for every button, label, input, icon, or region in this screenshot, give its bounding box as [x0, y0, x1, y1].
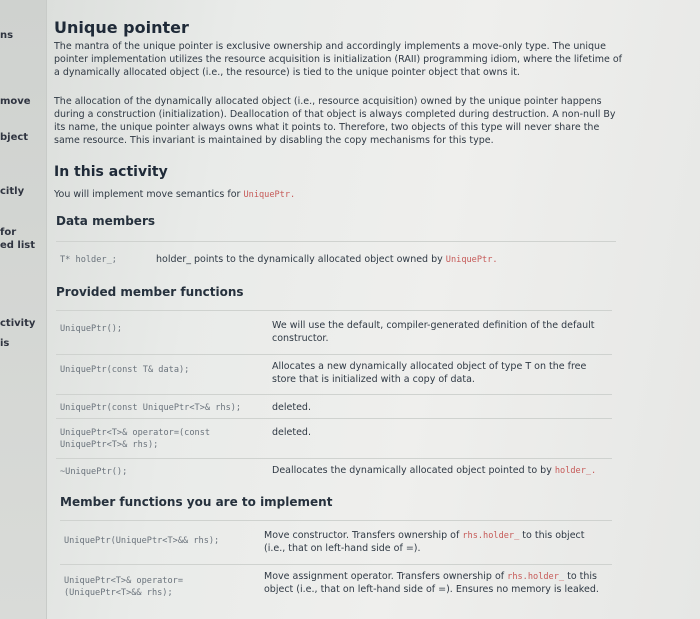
implement-desc-line2: (i.e., that on left-hand side of =).	[264, 543, 421, 554]
implement-code: UniquePtr<T>& operator=	[64, 576, 183, 586]
provided-desc: deleted.	[272, 427, 311, 438]
provided-desc-text: Deallocates the dynamically allocated object pointed to by	[272, 465, 555, 476]
raii-paragraph: The allocation of the dynamically allocated object (i.e., resource acquisition) owned by the unique pointer happens during a construction (initialization). Deallocation of that object is always completed during destruction. A non-null By its name, the unique pointer always owns what it points to. Therefore, two objects of this type will never share the same resource. This invariant is maintained by disabling the copy mechanisms for this type.	[54, 96, 616, 146]
provided-code: UniquePtr();	[60, 324, 123, 334]
implement-code-line2: (UniquePtr<T>&& rhs);	[64, 588, 173, 598]
provided-code: UniquePtr(const UniquePtr<T>& rhs);	[60, 403, 242, 413]
implement-desc-text-tail: to this	[564, 571, 597, 582]
provided-code: ~UniquePtr();	[60, 467, 128, 477]
provided-desc-line2: store that is initialized with a copy of data.	[272, 374, 475, 385]
outline-item[interactable]: move	[0, 96, 31, 107]
provided-code: UniquePtr(const T& data);	[60, 365, 190, 375]
provided-code-line2: UniquePtr<T>& rhs);	[60, 440, 159, 450]
data-member-code: T* holder_;	[60, 255, 117, 265]
implement-code: UniquePtr(UniquePtr<T>&& rhs);	[64, 536, 220, 546]
provided-row	[56, 418, 612, 459]
outline-item[interactable]: ns	[0, 30, 14, 41]
activity-intro-code: UniquePtr.	[243, 190, 296, 200]
implement-desc-code: rhs.holder_	[462, 531, 520, 541]
intro-paragraph: The mantra of the unique pointer is exclusive ownership and accordingly implements a move-only type. The unique pointer implementation utilizes the resource acquisition is initialization (RAII) programming idiom, where the lifetime of a dynamically allocated object (i.e., the resource) is tied to the unique pointer object that owns it.	[54, 41, 623, 78]
implement-row	[60, 564, 612, 609]
provided-row	[56, 354, 612, 395]
provided-row	[56, 310, 612, 355]
provided-row	[56, 394, 612, 419]
left-outline-column	[0, 0, 47, 619]
implement-desc-code: rhs.holder_	[507, 572, 565, 582]
implement-desc-line2: object (i.e., that on left-hand side of =). Ensures no memory is leaked.	[264, 584, 599, 595]
implement-functions-heading: Member functions you are to implement	[60, 495, 333, 509]
implement-desc	[264, 570, 614, 584]
activity-intro	[54, 188, 614, 202]
outline-item[interactable]: citly	[0, 186, 25, 197]
provided-desc	[272, 464, 612, 478]
data-member-desc	[156, 253, 616, 267]
implement-row	[60, 520, 612, 565]
data-members-heading: Data members	[56, 214, 156, 228]
data-member-row	[56, 241, 616, 272]
data-member-desc-code: UniquePtr.	[445, 255, 498, 265]
provided-row	[56, 458, 612, 485]
provided-desc: We will use the default, compiler-generated definition of the default constructor.	[272, 320, 595, 344]
data-member-desc-text: holder_ points to the dynamically allocated object owned by	[156, 254, 446, 265]
implement-desc-text-tail: to this object	[519, 530, 585, 541]
provided-desc-code: holder_.	[554, 466, 597, 476]
page-title: Unique pointer	[54, 18, 189, 37]
outline-item[interactable]: bject	[0, 132, 29, 143]
implement-desc-text: Move constructor. Transfers ownership of	[264, 530, 463, 541]
outline-item[interactable]: ed list	[0, 240, 36, 251]
implement-desc	[264, 529, 614, 543]
provided-code: UniquePtr<T>& operator=(const	[60, 428, 211, 438]
provided-desc: deleted.	[272, 402, 311, 413]
activity-heading: In this activity	[54, 164, 168, 180]
provided-functions-heading: Provided member functions	[56, 285, 244, 299]
outline-item[interactable]: is	[0, 338, 10, 349]
outline-item[interactable]: ctivity	[0, 318, 36, 329]
activity-intro-text: You will implement move semantics for	[54, 189, 244, 200]
outline-item[interactable]: for	[0, 227, 17, 238]
implement-desc-text: Move assignment operator. Transfers ownership of	[264, 571, 508, 582]
provided-desc: Allocates a new dynamically allocated object of type T on the free	[272, 361, 587, 372]
